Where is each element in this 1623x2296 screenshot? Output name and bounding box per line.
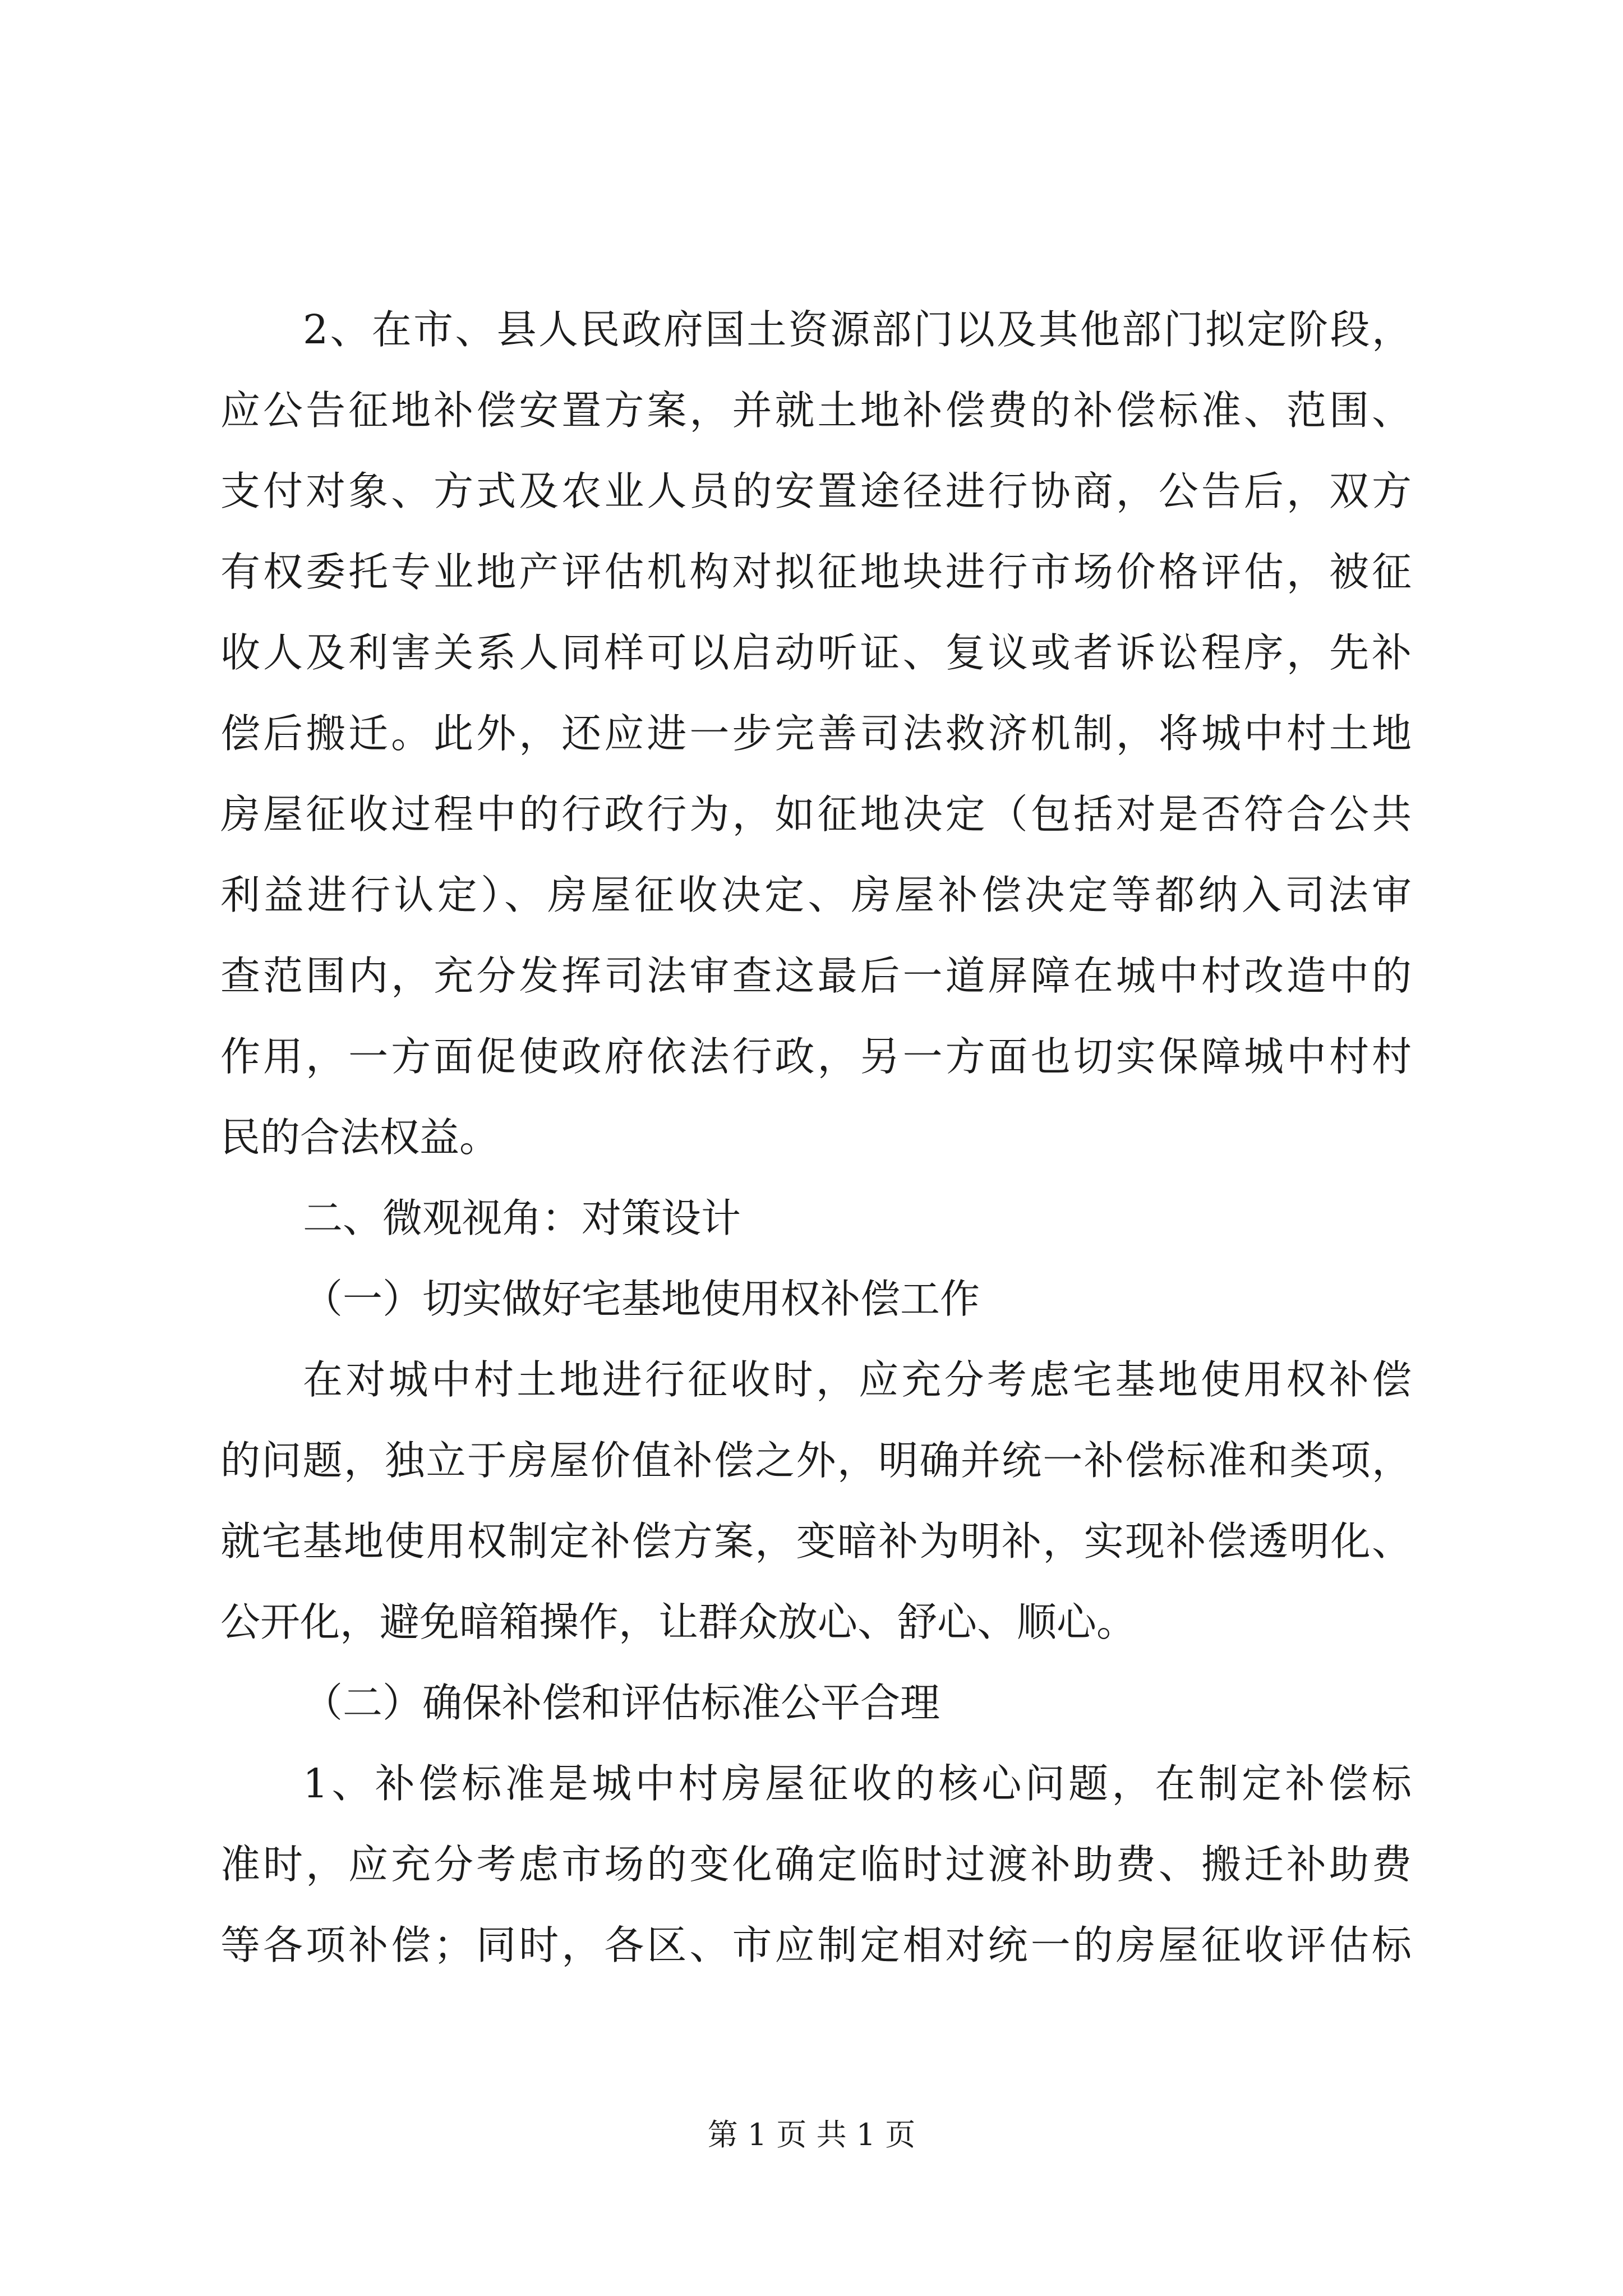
- text-line-4: 有权委托专业地产评估机构对拟征地块进行市场价格评估，被征: [220, 549, 1412, 595]
- text-line-1: 2、在市、县人民政府国土资源部门以及其他部门拟定阶段，: [303, 306, 1412, 353]
- text-line-11: 民的合法权益。: [220, 1114, 500, 1161]
- text-line-7: 房屋征收过程中的行政行为，如征地决定（包括对是否符合公共: [220, 791, 1412, 838]
- text-line-17: 公开化，避免暗箱操作，让群众放心、舒心、顺心。: [220, 1599, 1137, 1645]
- text-line-19: 1、补偿标准是城中村房屋征收的核心问题，在制定补偿标: [303, 1760, 1412, 1807]
- text-line-3: 支付对象、方式及农业人员的安置途径进行协商，公告后，双方: [220, 468, 1412, 514]
- text-line-8: 利益进行认定）、房屋征收决定、房屋补偿决定等都纳入司法审: [220, 872, 1412, 918]
- text-line-10: 作用，一方面促使政府依法行政，另一方面也切实保障城中村村: [220, 1033, 1412, 1080]
- text-line-15: 的问题，独立于房屋价值补偿之外，明确并统一补偿标准和类项，: [220, 1437, 1412, 1484]
- text-line-5: 收人及利害关系人同样可以启动听证、复议或者诉讼程序，先补: [220, 629, 1412, 676]
- text-line-2: 应公告征地补偿安置方案，并就土地补偿费的补偿标准、范围、: [220, 387, 1412, 434]
- text-line-21: 等各项补偿；同时，各区、市应制定相对统一的房屋征收评估标: [220, 1922, 1412, 1968]
- subsection-heading-1: （一）切实做好宅基地使用权补偿工作: [303, 1276, 980, 1322]
- text-line-20: 准时，应充分考虑市场的变化确定临时过渡补助费、搬迁补助费: [220, 1841, 1412, 1888]
- text-line-14: 在对城中村土地进行征收时，应充分考虑宅基地使用权补偿: [303, 1356, 1412, 1403]
- text-line-9: 查范围内，充分发挥司法审查这最后一道屏障在城中村改造中的: [220, 953, 1412, 999]
- text-line-16: 就宅基地使用权制定补偿方案，变暗补为明补，实现补偿透明化、: [220, 1518, 1412, 1565]
- subsection-heading-2: （二）确保补偿和评估标准公平合理: [303, 1680, 940, 1726]
- text-line-6: 偿后搬迁。此外，还应进一步完善司法救济机制，将城中村土地: [220, 710, 1412, 757]
- section-heading-micro-perspective: 二、微观视角：对策设计: [303, 1195, 741, 1241]
- page-footer: 第 1 页 共 1 页: [707, 2117, 916, 2152]
